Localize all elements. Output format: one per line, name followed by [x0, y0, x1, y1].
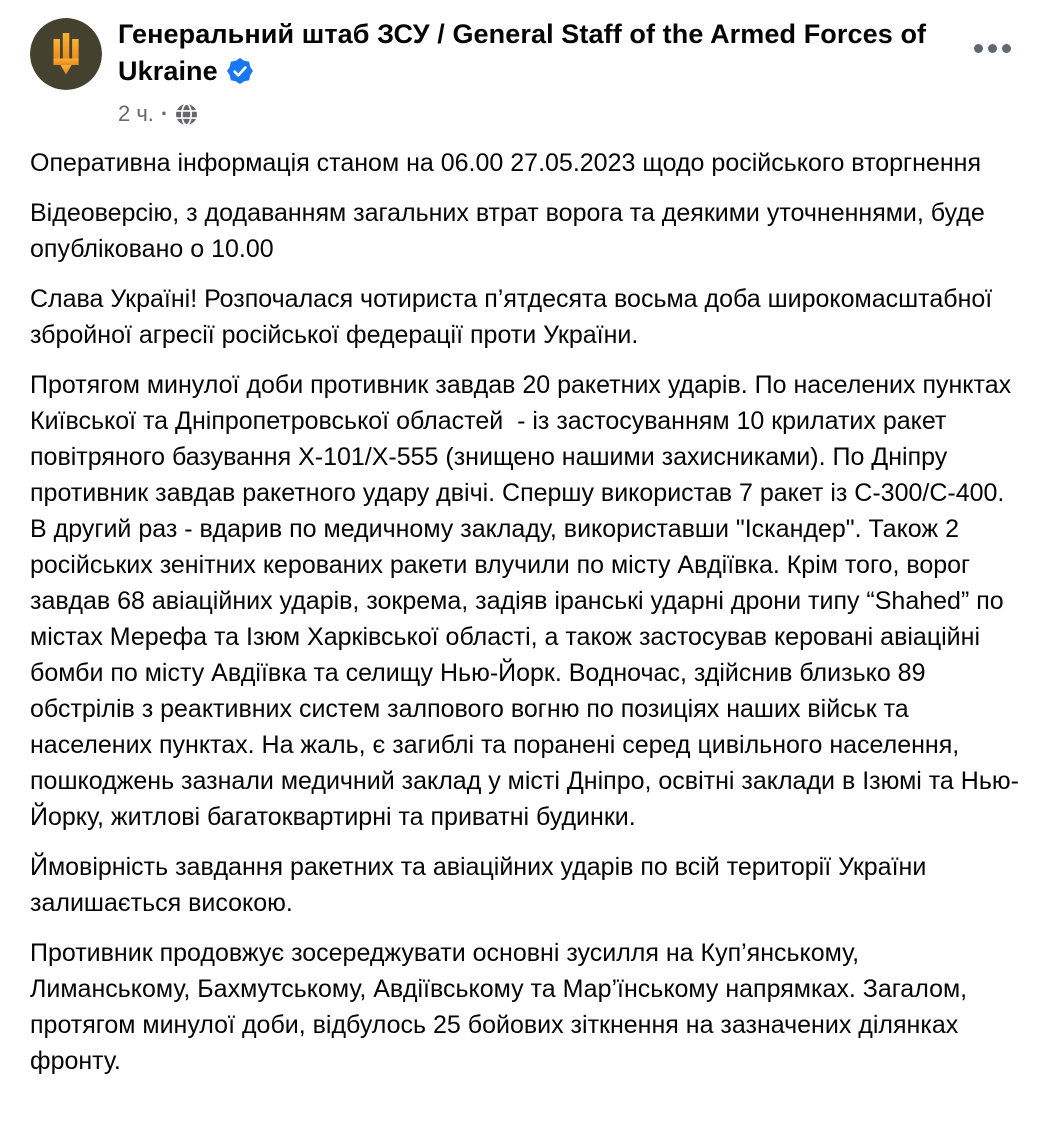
post-paragraph: Відеоверсію, з додаванням загальних втрат ворога та деякими уточненнями, буде опубліковано о 10.00	[30, 199, 992, 263]
ukraine-trident-icon	[30, 18, 102, 90]
post-header	[0, 0, 1049, 127]
ellipsis-dot	[1002, 44, 1011, 53]
page-avatar[interactable]	[30, 18, 102, 90]
post-paragraph: Оперативна інформація станом на 06.00 27.05.2023 щодо російського вторгнення	[30, 149, 981, 177]
header-text-block	[118, 16, 989, 127]
post-paragraph: Слава Україні! Розпочалася чотириста п’ятдесята восьма доба широкомасштабної збройної агресії російської федерації проти України.	[30, 285, 1000, 349]
post-timestamp[interactable]: 2 ч.	[118, 101, 154, 126]
ellipsis-dot	[974, 44, 983, 53]
ellipsis-dot	[988, 44, 997, 53]
globe-icon	[175, 103, 198, 126]
post-paragraph: Ймовірність завдання ракетних та авіаційних ударів по всій території України залишається високою.	[30, 853, 934, 917]
post-body	[0, 127, 1049, 1079]
page-name-link[interactable]	[118, 16, 989, 94]
post-paragraph: Противник продовжує зосереджувати основні зусилля на Куп’янському, Лиманському, Бахмутському, Авдіївському та Мар’їнському напрямках. Загалом, протягом минулої доби, відбулось 25 бойових зіткнення на зазначених ділянках фронту.	[30, 939, 975, 1075]
page-name-label: Генеральний штаб ЗСУ / General Staff of the Armed Forces of Ukraine	[118, 19, 927, 86]
verified-badge-icon	[227, 57, 253, 94]
more-options-button[interactable]	[970, 36, 1015, 61]
post-meta	[118, 101, 989, 127]
post-paragraph: Протягом минулої доби противник завдав 20 ракетних ударів. По населених пунктах Київської та Дніпропетровської областей - із застосуванням 10 крилатих ракет повітряного базування Х-101/Х-555 (знищено нашими захисниками). По Дніпру противник завдав ракетного удару двічі. Спершу використав 7 ракет із С-300/С-400. В другий раз - вдарив по медичному закладу, використавши "Іскандер". Також 2 російських зенітних керованих ракети влучили по місту Авдіївка. Крім того, ворог завдав 68 авіаційних ударів, зокрема, задіяв іранські ударні дрони типу “Shahed” по містах Мерефа та Ізюм Харківської області, а також застосував керовані авіаційні бомби по місту Авдіївка та селищу Нью-Йорк. Водночас, здійснив близько 89 обстрілів з реактивних систем залпового вогню по позиціях наших військ та населених пунктах. На жаль, є загиблі та поранені серед цивільного населення, пошкоджень зазнали медичний заклад у місті Дніпро, освітні заклади в Ізюмі та Нью-Йорку, житлові багатоквартирні та приватні будинки.	[30, 371, 1019, 831]
meta-separator: ·	[160, 101, 169, 126]
